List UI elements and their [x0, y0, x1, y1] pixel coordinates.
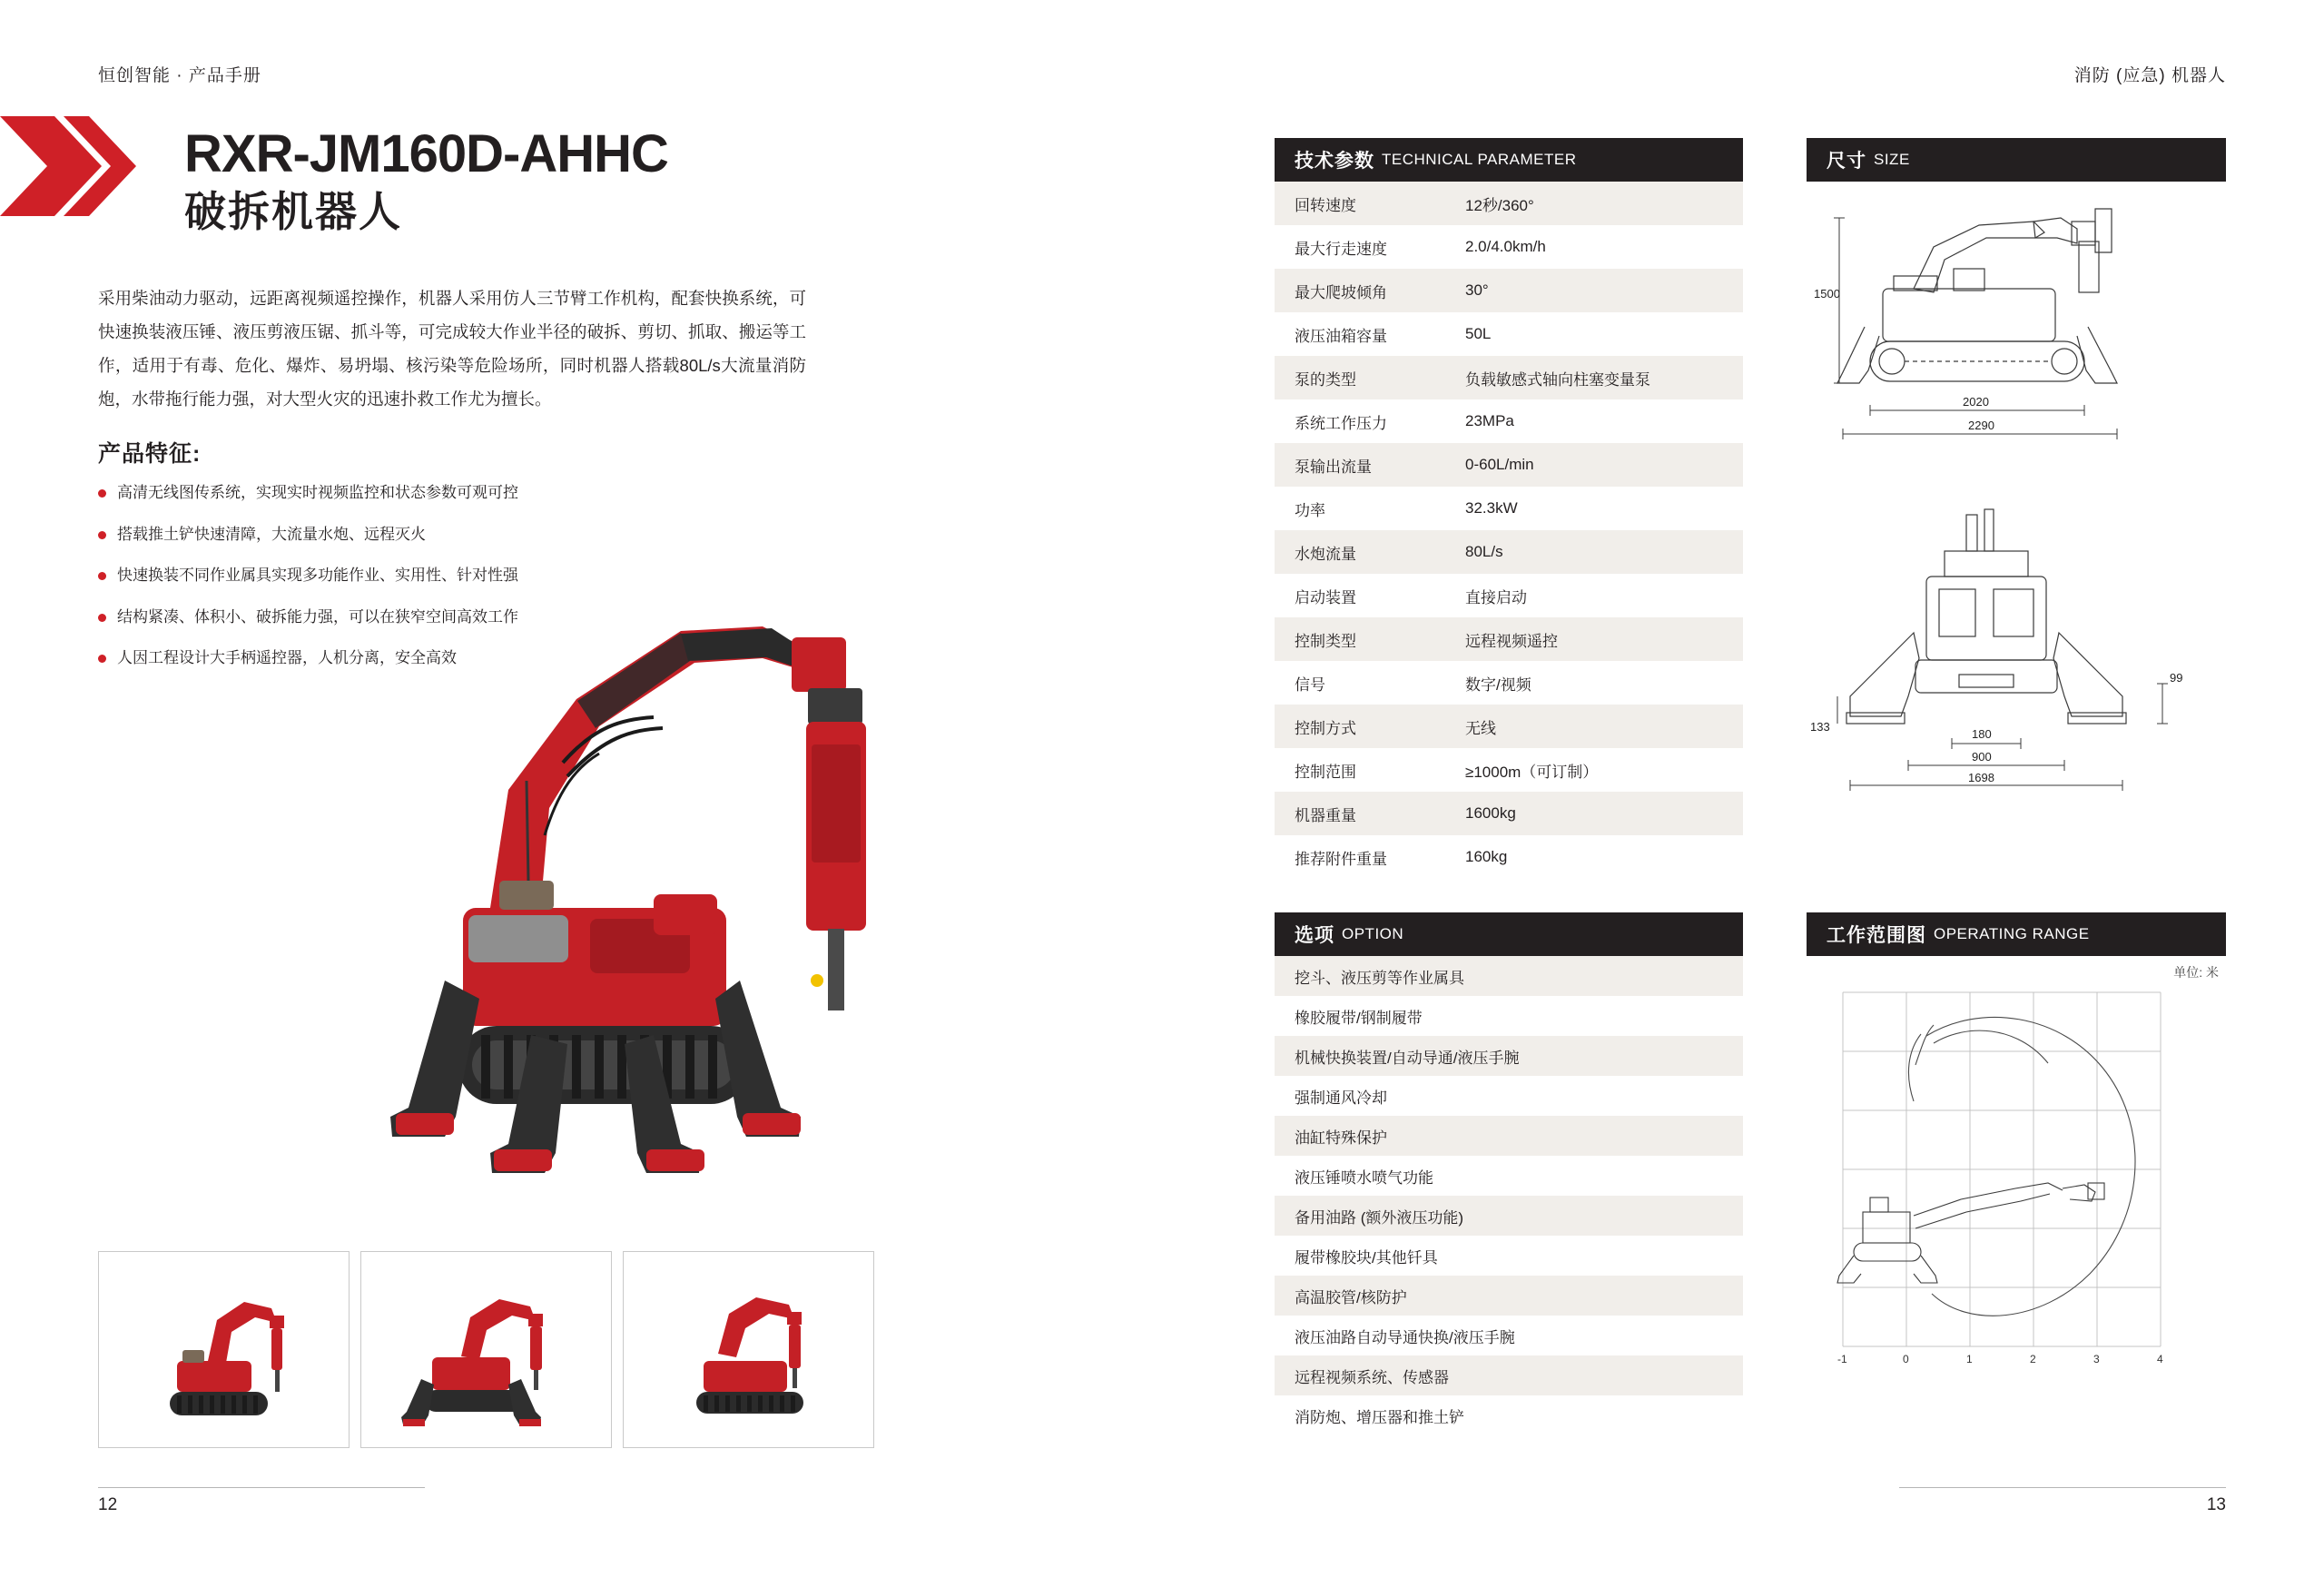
page-header	[0, 62, 2324, 89]
table-row	[1275, 792, 1743, 835]
table-row	[1275, 225, 1743, 269]
param-value: 0-60L/min	[1465, 456, 1534, 473]
size-drawings	[1807, 182, 2226, 835]
param-value: 12秒/360°	[1465, 196, 1534, 214]
table-row	[1275, 617, 1743, 661]
param-value: 30°	[1465, 281, 1489, 299]
operating-range-diagram	[1807, 956, 2226, 1428]
feature-text: 搭载推土铲快速清障，大流量水炮、远程灭火	[117, 525, 426, 543]
param-key: 最大爬坡倾角	[1295, 283, 1387, 301]
param-key: 回转速度	[1295, 196, 1356, 214]
table-row	[1275, 356, 1743, 399]
operating-range-header	[1807, 912, 2226, 956]
operating-range-block	[1807, 912, 2226, 1428]
param-value: 23MPa	[1465, 412, 1514, 429]
param-key: 水炮流量	[1295, 545, 1356, 563]
side-view-drawing	[1807, 182, 2226, 508]
x-tick: 0	[1903, 1353, 1909, 1365]
technical-parameter-header	[1275, 138, 1743, 182]
list-item: 液压油路自动导通快换/液压手腕	[1275, 1316, 1743, 1355]
table-row	[1275, 487, 1743, 530]
page-title	[184, 124, 668, 236]
list-item: 高温胶管/核防护	[1275, 1276, 1743, 1316]
dim-track-width: 180	[1972, 727, 1992, 741]
list-item: 消防炮、增压器和推土铲	[1275, 1395, 1743, 1435]
header-en: OPERATING RANGE	[1934, 925, 2090, 942]
feature-text: 结构紧凑、体积小、破拆能力强，可以在狭窄空间高效工作	[117, 607, 518, 626]
table-row	[1275, 443, 1743, 487]
x-tick: 1	[1966, 1353, 1973, 1365]
param-key: 泵输出流量	[1295, 458, 1372, 476]
param-value: 50L	[1465, 325, 1492, 342]
option-list	[1275, 956, 1743, 1435]
header-left-text: 恒创智能 · 产品手册	[98, 66, 261, 85]
param-value: 32.3kW	[1465, 499, 1518, 517]
dim-base-left: 133	[1810, 720, 1830, 734]
page-number-right: 13	[2206, 1495, 2226, 1514]
param-value: 80L/s	[1465, 543, 1503, 560]
param-key: 功率	[1295, 501, 1325, 519]
size-header	[1807, 138, 2226, 182]
dim-width-mid: 900	[1972, 750, 1992, 764]
front-view-drawing	[1807, 506, 2226, 805]
list-item: 履带橡胶块/其他钎具	[1275, 1236, 1743, 1276]
param-value: 无线	[1465, 719, 1496, 737]
list-item: 橡胶履带/钢制履带	[1275, 996, 1743, 1036]
page-number-left: 12	[98, 1495, 118, 1514]
dim-outrigger: 99	[2170, 671, 2183, 685]
param-key: 推荐附件重量	[1295, 850, 1387, 868]
footer-divider	[1899, 1487, 2226, 1488]
technical-parameter-block	[1275, 138, 1743, 879]
x-tick: 4	[2157, 1353, 2163, 1365]
table-row	[1275, 574, 1743, 617]
dim-height: 1500	[1814, 287, 1840, 301]
feature-text: 人因工程设计大手柄遥控器，人机分离，安全高效	[117, 649, 457, 666]
feature-text: 高清无线图传系统，实现实时视频监控和状态参数可观可控	[117, 484, 518, 501]
range-unit-label: 单位: 米	[2173, 965, 2219, 980]
footer-divider	[98, 1487, 425, 1488]
product-photo-main	[381, 399, 890, 1217]
param-key: 控制类型	[1295, 632, 1356, 650]
table-row	[1275, 705, 1743, 748]
param-value: 负载敏感式轴向柱塞变量泵	[1465, 370, 1650, 389]
size-block	[1807, 138, 2226, 835]
footer-right	[1899, 1487, 2226, 1515]
bullet-icon	[98, 572, 106, 580]
thumbnail-1[interactable]	[98, 1251, 350, 1448]
list-item: 液压锤喷水喷气功能	[1275, 1156, 1743, 1196]
intro-paragraph: 采用柴油动力驱动，远距离视频遥控操作，机器人采用仿人三节臂工作机构，配套快换系统，可快速换装液压锤、液压剪液压锯、抓斗等，可完成较大作业半径的破拆、剪切、抓取、搬运等工作，适用于有毒、危化、爆炸、易坍塌、核污染等危险场所，同时机器人搭载80L/s大流量消防炮，水带拖行能力强，对大型火灾的迅速扑救工作尤为擅长。	[98, 289, 806, 409]
product-name: 破拆机器人	[184, 187, 402, 235]
list-item: 备用油路 (额外液压功能)	[1275, 1196, 1743, 1236]
param-value: 远程视频遥控	[1465, 632, 1558, 650]
option-block	[1275, 912, 1743, 1435]
header-en: SIZE	[1874, 151, 1910, 168]
list-item: 远程视频系统、传感器	[1275, 1355, 1743, 1395]
x-tick: 3	[2093, 1353, 2100, 1365]
param-value: 1600kg	[1465, 804, 1516, 822]
param-key: 控制范围	[1295, 763, 1356, 781]
table-row	[1275, 748, 1743, 792]
table-row	[1275, 661, 1743, 705]
param-value: ≥1000m（可订制）	[1465, 763, 1599, 781]
param-value: 2.0/4.0km/h	[1465, 238, 1546, 255]
header-en: TECHNICAL PARAMETER	[1382, 151, 1577, 168]
header-cn: 技术参数	[1295, 151, 1374, 172]
header-cn: 工作范围图	[1827, 925, 1926, 946]
param-key: 控制方式	[1295, 719, 1356, 737]
list-item: 强制通风冷却	[1275, 1076, 1743, 1116]
list-item: 机械快换装置/自动导通/液压手腕	[1275, 1036, 1743, 1076]
features-title: 产品特征:	[98, 441, 202, 467]
header-cn: 尺寸	[1827, 151, 1866, 172]
table-row	[1275, 399, 1743, 443]
footer-left	[98, 1487, 425, 1515]
param-value: 直接启动	[1465, 588, 1527, 606]
dim-total-length: 2290	[1968, 419, 1994, 432]
header-right-text: 消防 (应急) 机器人	[2073, 66, 2226, 85]
bullet-icon	[98, 655, 106, 663]
list-item: 挖斗、液压剪等作业属具	[1275, 956, 1743, 996]
model-number: RXR-JM160D-AHHC	[184, 124, 668, 183]
bullet-icon	[98, 489, 106, 498]
x-tick: 2	[2030, 1353, 2036, 1365]
bullet-icon	[98, 614, 106, 622]
param-key: 机器重量	[1295, 806, 1356, 824]
bullet-icon	[98, 531, 106, 539]
table-row	[1275, 835, 1743, 879]
thumbnail-gallery	[98, 1251, 874, 1448]
feature-text: 快速换装不同作业属具实现多功能作业、实用性、针对性强	[117, 567, 518, 584]
thumbnail-2[interactable]	[360, 1251, 612, 1448]
list-item: 油缸特殊保护	[1275, 1116, 1743, 1156]
table-row	[1275, 312, 1743, 356]
table-row	[1275, 182, 1743, 225]
arrow-decoration	[0, 116, 163, 216]
param-value: 160kg	[1465, 848, 1508, 865]
table-row	[1275, 269, 1743, 312]
param-value: 数字/视频	[1465, 675, 1531, 694]
dim-body-length: 2020	[1963, 395, 1989, 409]
param-key: 泵的类型	[1295, 370, 1356, 389]
param-key: 信号	[1295, 675, 1325, 694]
header-en: OPTION	[1342, 925, 1404, 942]
table-row	[1275, 530, 1743, 574]
header-cn: 选项	[1295, 925, 1334, 946]
x-tick: -1	[1837, 1353, 1847, 1365]
param-key: 系统工作压力	[1295, 414, 1387, 432]
option-header	[1275, 912, 1743, 956]
param-key: 启动装置	[1295, 588, 1356, 606]
param-key: 液压油箱容量	[1295, 327, 1387, 345]
param-key: 最大行走速度	[1295, 240, 1387, 258]
technical-parameter-table	[1275, 182, 1743, 879]
thumbnail-3[interactable]	[623, 1251, 874, 1448]
dim-width-total: 1698	[1968, 771, 1994, 784]
